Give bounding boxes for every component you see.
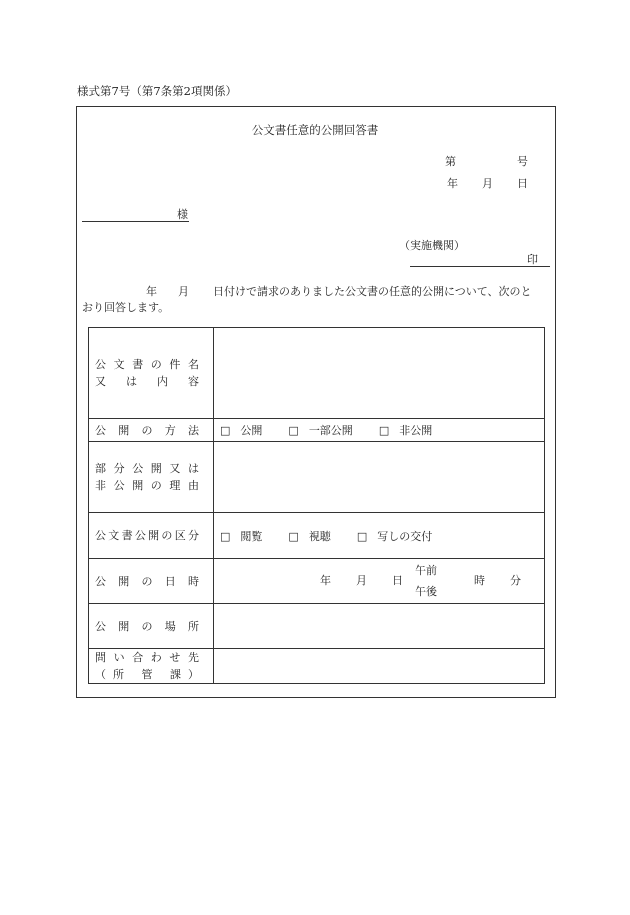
datetime-year: 年 <box>320 574 331 587</box>
date-year: 年 <box>447 177 458 190</box>
label-disclosure-type: 公文書公開の区分 <box>89 513 214 559</box>
field-disclosure-type <box>214 513 545 559</box>
field-disclosure-place[interactable] <box>214 604 545 649</box>
row-disclosure-type <box>89 513 545 559</box>
row-disclosure-datetime <box>89 559 545 604</box>
form-number: 様式第7号（第7条第2項関係） <box>77 84 237 98</box>
option-inspection[interactable]: □ 閲覧 <box>220 529 263 543</box>
label-contact: 問 い 合 わ せ 先 （所 管 課） <box>89 649 214 684</box>
field-nondisclosure-reason[interactable] <box>214 442 545 513</box>
datetime-minute: 分 <box>510 574 521 587</box>
label-nondisclosure-reason: 部 分 公 開 又 は 非 公 開 の 理 由 <box>89 442 214 513</box>
option-nonpublic[interactable]: □ 非公開 <box>378 424 433 437</box>
checkbox-icon[interactable]: □ <box>220 529 231 543</box>
number-prefix: 第 <box>445 155 456 168</box>
datetime-hour: 時 <box>474 574 485 587</box>
date-day: 日 <box>517 177 528 190</box>
datetime-am: 午前 <box>415 564 437 577</box>
document-title: 公文書任意的公開回答書 <box>251 123 379 137</box>
row-document-name <box>89 328 545 419</box>
agency-label: （実施機関） <box>399 239 465 252</box>
body-year: 年 <box>146 285 157 298</box>
checkbox-icon[interactable]: □ <box>356 529 368 543</box>
field-contact[interactable] <box>214 649 545 684</box>
body-line-2: おり回答します。 <box>82 301 170 314</box>
datetime-pm: 午後 <box>415 585 437 598</box>
option-public[interactable]: □ 公開 <box>220 424 263 437</box>
label-disclosure-datetime: 公 開 の 日 時 <box>89 559 214 604</box>
field-document-name[interactable] <box>214 328 545 419</box>
checkbox-icon[interactable]: □ <box>288 424 299 437</box>
label-document-name: 公 文 書 の 件 名 又 は 内 容 <box>89 328 214 419</box>
row-disclosure-method <box>89 419 545 442</box>
datetime-month: 月 <box>356 574 367 587</box>
seal-mark: 印 <box>527 253 538 266</box>
checkbox-icon[interactable]: □ <box>288 529 299 543</box>
row-disclosure-place <box>89 604 545 649</box>
checkbox-icon[interactable]: □ <box>378 424 390 437</box>
body-line-1: 日付けで請求のありました公文書の任意的公開について、次のと <box>213 285 532 298</box>
date-month: 月 <box>482 177 493 190</box>
label-disclosure-method: 公 開 の 方 法 <box>89 419 214 442</box>
row-contact <box>89 649 545 684</box>
row-nondisclosure-reason <box>89 442 545 513</box>
option-viewing[interactable]: □ 視聴 <box>288 529 331 543</box>
checkbox-icon[interactable]: □ <box>220 424 231 437</box>
body-month: 月 <box>178 285 189 298</box>
addressee-suffix: 様 <box>177 208 188 221</box>
form-table <box>88 327 545 684</box>
addressee-line[interactable] <box>82 221 189 222</box>
agency-line[interactable] <box>410 266 550 267</box>
field-disclosure-method <box>214 419 545 442</box>
label-disclosure-place: 公 開 の 場 所 <box>89 604 214 649</box>
option-copy[interactable]: □ 写しの交付 <box>356 529 433 543</box>
option-partial[interactable]: □ 一部公開 <box>288 424 353 437</box>
datetime-day: 日 <box>392 574 403 587</box>
number-suffix: 号 <box>517 155 528 168</box>
field-disclosure-datetime[interactable] <box>214 559 545 604</box>
